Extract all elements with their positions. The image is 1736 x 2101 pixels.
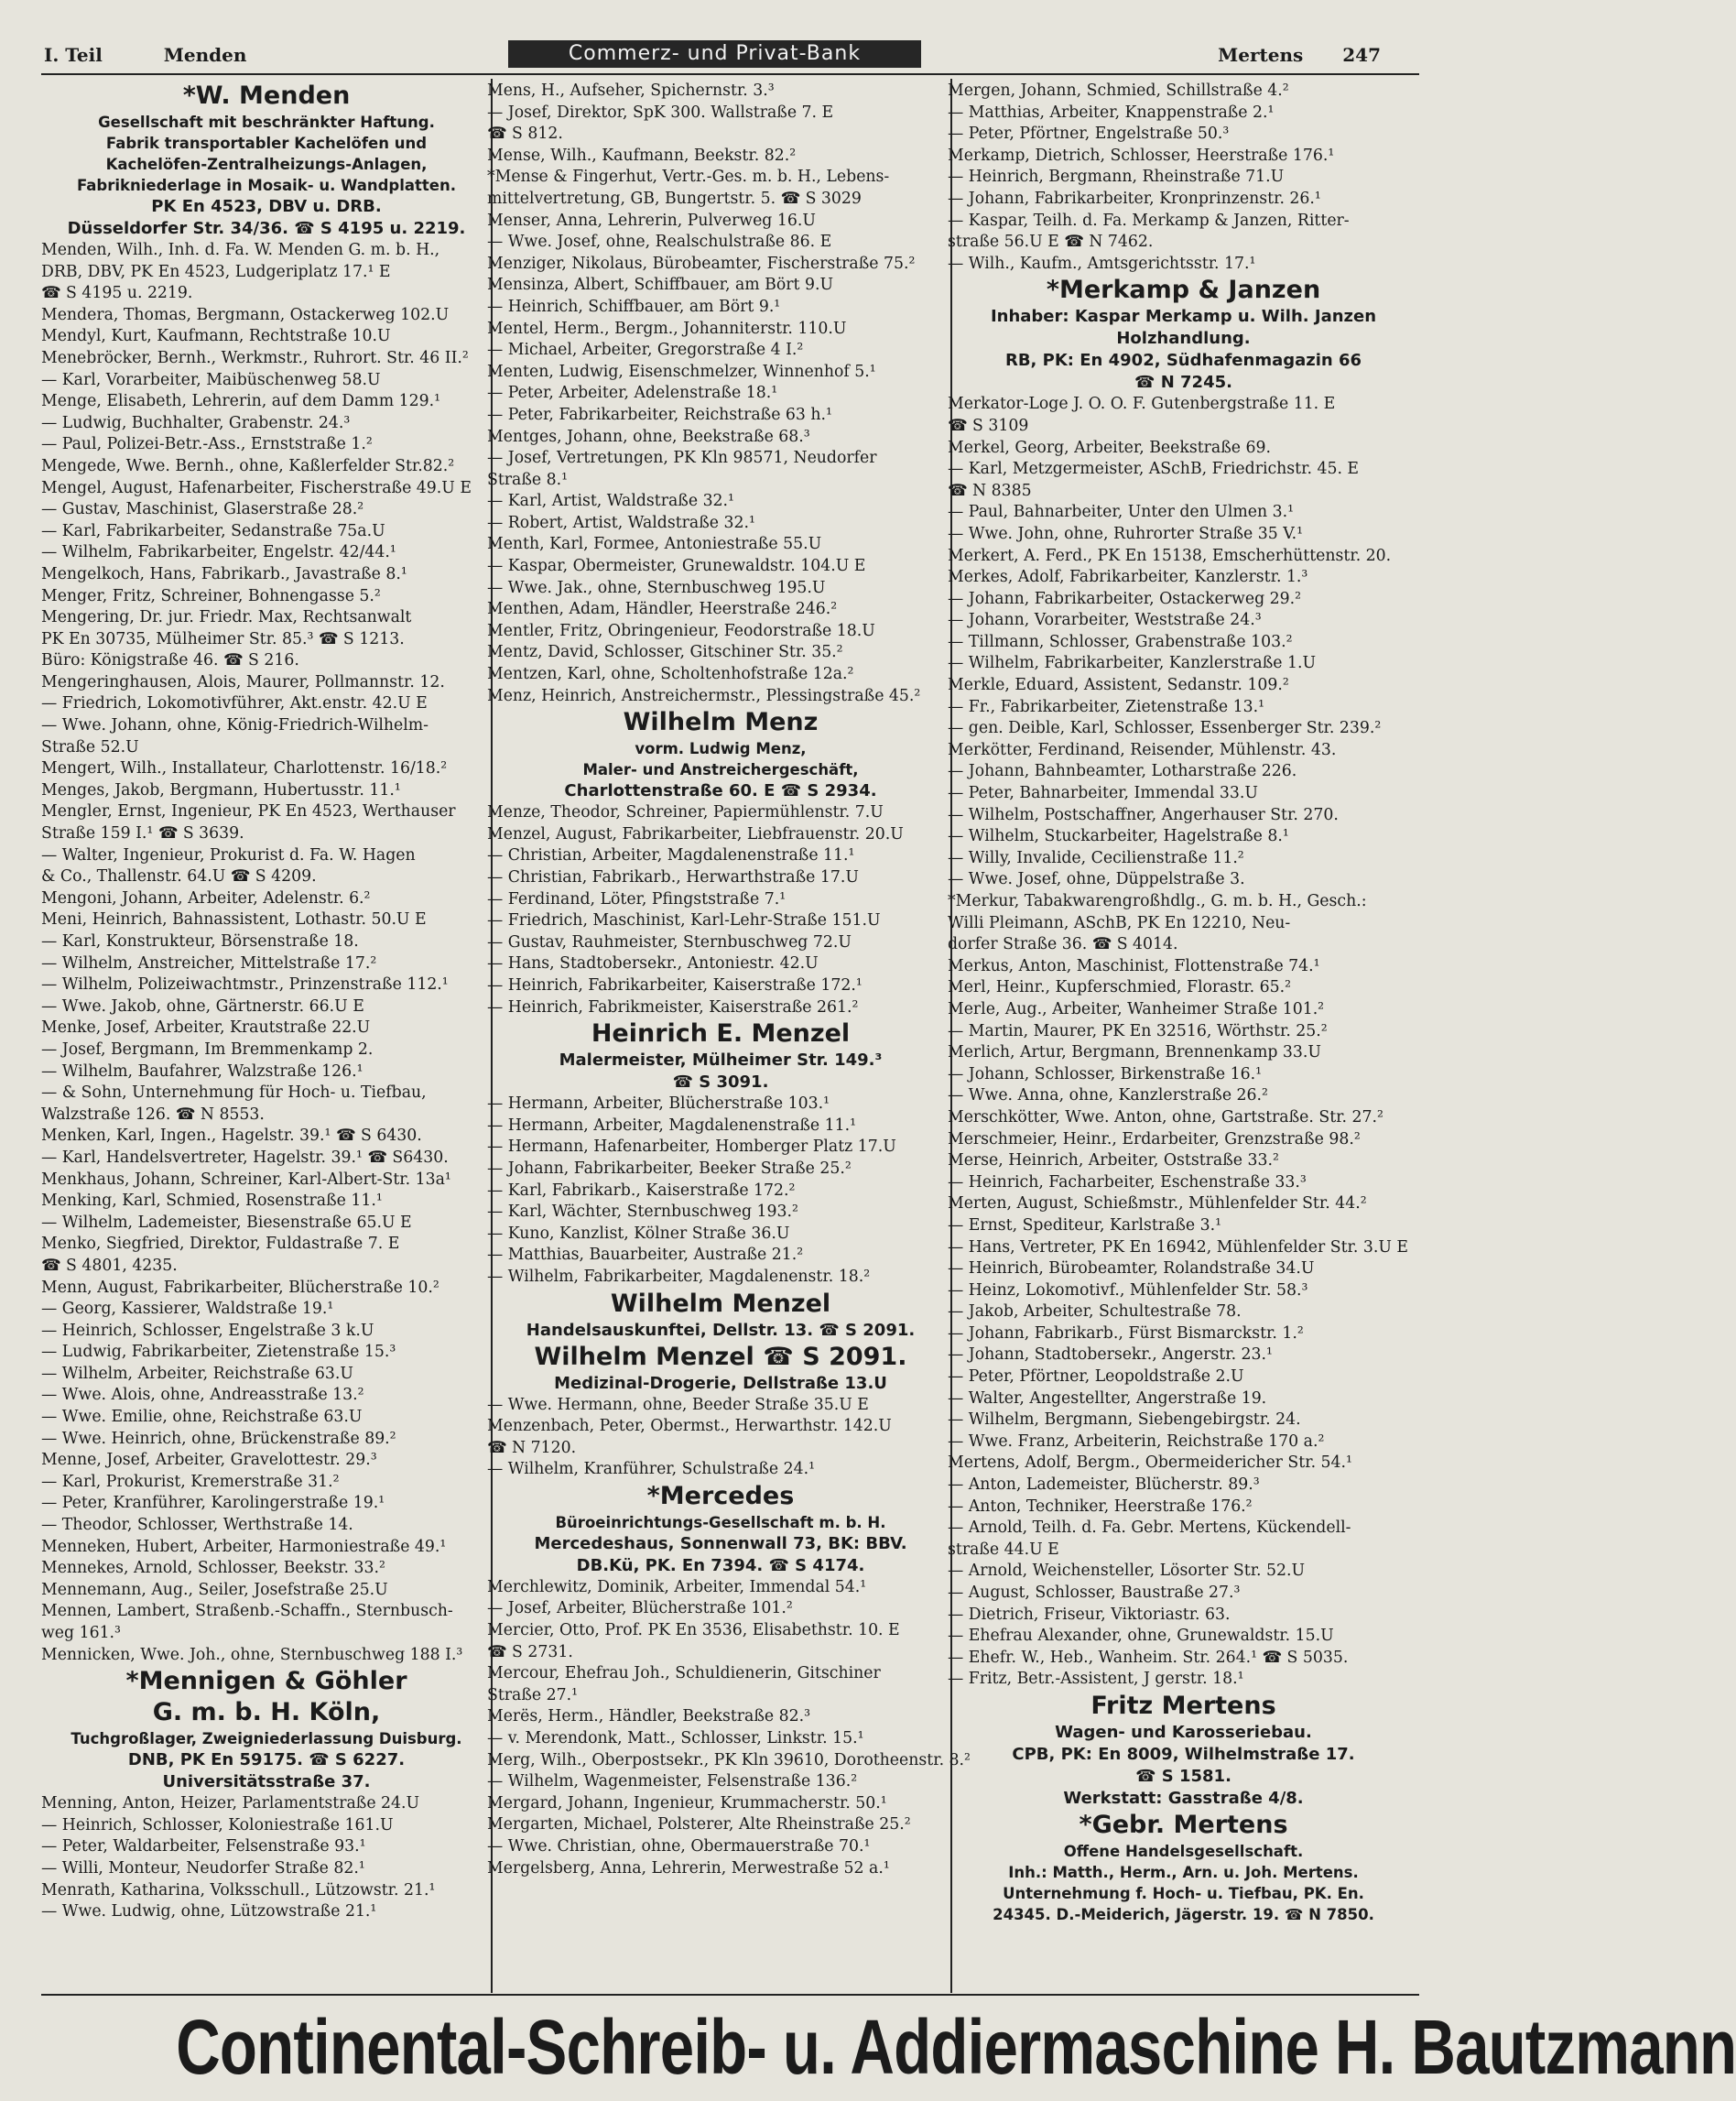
directory-entry: — Wwe. Franz, Arbeiterin, Reichstraße 170 a.² [948, 1432, 1325, 1451]
directory-entry: Merkus, Anton, Maschinist, Flottenstraße 74.¹ [948, 956, 1320, 975]
directory-entry: — Heinrich, Schlosser, Engelstraße 3 k.U [41, 1321, 374, 1340]
directory-entry: — Wilhelm, Bergmann, Siebengebirgstr. 24. [948, 1410, 1301, 1430]
directory-entry: Mentler, Fritz, Obringenieur, Feodorstraße 18.U [487, 621, 875, 640]
directory-entry: — Kuno, Kanzlist, Kölner Straße 36.U [487, 1224, 790, 1243]
directory-entry: — Wwe. Hermann, ohne, Beeder Straße 35.U E [487, 1395, 869, 1414]
directory-entry: *Mense & Fingerhut, Vertr.-Ges. m. b. H., Lebens- [487, 168, 890, 187]
advertisement-line: Wilhelm Menzel ☎ S 2091. [534, 1342, 907, 1371]
directory-entry: straße 56.U E ☎ N 7462. [948, 233, 1154, 252]
directory-entry: — Wwe. Jakob, ohne, Gärtnerstr. 66.U E [41, 996, 364, 1016]
advertisement-line: vorm. Ludwig Menz, [635, 740, 807, 758]
directory-entry: Merle, Aug., Arbeiter, Wanheimer Straße 101.² [948, 999, 1325, 1018]
directory-entry: — Christian, Fabrikarb., Herwarthstraße 17.U [487, 868, 859, 887]
directory-entry: Menneken, Hubert, Arbeiter, Harmoniestraße 49.¹ [41, 1537, 447, 1556]
directory-entry: Mercour, Ehefrau Joh., Schuldienerin, Gitschiner [487, 1664, 881, 1683]
advertisement-line: Tuchgroßlager, Zweigniederlassung Duisburg. [71, 1730, 462, 1748]
directory-entry: — Johann, Schlosser, Birkenstraße 16.¹ [948, 1064, 1263, 1083]
directory-entry: — Arnold, Teilh. d. Fa. Gebr. Mertens, Kückendell- [948, 1519, 1351, 1538]
directory-entry: — Karl, Artist, Waldstraße 32.¹ [487, 492, 734, 511]
directory-entry: Menn, August, Fabrikarbeiter, Blücherstraße 10.² [41, 1278, 439, 1297]
section-label: I. Teil [44, 44, 103, 66]
directory-entry: — Dietrich, Friseur, Viktoriastr. 63. [948, 1605, 1231, 1624]
directory-entry: — Karl, Wächter, Sternbuschweg 193.² [487, 1203, 798, 1222]
directory-entry: Mergelsberg, Anna, Lehrerin, Merwestraße 52 a.¹ [487, 1858, 890, 1878]
directory-entry: — Paul, Bahnarbeiter, Unter den Ulmen 3.¹ [948, 503, 1295, 522]
directory-entry: — Karl, Prokurist, Kremerstraße 31.² [41, 1472, 340, 1491]
directory-entry: — Johann, Fabrikarb., Fürst Bismarckstr. 1.² [948, 1323, 1304, 1343]
directory-entry: — Hermann, Arbeiter, Magdalenenstraße 11.¹ [487, 1116, 857, 1135]
advertisement-line: Universitätsstraße 37. [162, 1772, 371, 1792]
advertisement-line: DB.Kü, PK. En 7394. ☎ S 4174. [576, 1555, 865, 1575]
directory-entry: — Matthias, Arbeiter, Knappenstraße 2.¹ [948, 103, 1275, 122]
directory-entry: — Heinrich, Fabrikmeister, Kaiserstraße 261.² [487, 997, 859, 1017]
footer-rule [41, 1994, 1419, 1996]
directory-entry: — Wwe. Johann, ohne, König-Friedrich-Wilhelm- [41, 716, 429, 735]
directory-entry: — Josef, Vertretungen, PK Kln 98571, Neudorfer [487, 449, 877, 468]
directory-entry: Menz, Heinrich, Anstreichermstr., Plessingstraße 45.² [487, 686, 921, 705]
footer-advertisement: Continental-Schreib- u. Addiermaschine H. Bautzmann [176, 2004, 1736, 2090]
advertisement-line: *W. Menden [182, 82, 351, 110]
directory-entry: — Matthias, Bauarbeiter, Austraße 21.² [487, 1246, 804, 1265]
directory-entry: — Heinz, Lokomotivf., Mühlenfelder Str. 58.³ [948, 1280, 1308, 1300]
directory-entry: Menke, Josef, Arbeiter, Krautstraße 22.U [41, 1018, 371, 1038]
directory-entry: Mengelkoch, Hans, Fabrikarb., Javastraße 8.¹ [41, 564, 407, 583]
directory-entry: & Co., Thallenstr. 64.U ☎ S 4209. [41, 867, 317, 887]
directory-entry: — Friedrich, Maschinist, Karl-Lehr-Straße 151.U [487, 911, 881, 931]
right-keyword: Mertens [1218, 44, 1304, 66]
directory-entry: — Heinrich, Fabrikarbeiter, Kaiserstraße 172.¹ [487, 975, 863, 995]
advertisement-line: Medizinal-Drogerie, Dellstraße 13.U [554, 1373, 887, 1393]
directory-entry: Meni, Heinrich, Bahnassistent, Lothastr. 50.U E [41, 910, 427, 930]
advertisement-line: RB, PK: En 4902, Südhafenmagazin 66 [1004, 351, 1362, 371]
directory-entry: Merkle, Eduard, Assistent, Sedanstr. 109.² [948, 676, 1289, 695]
advertisement-line: Holzhandlung. [1116, 329, 1251, 349]
directory-entry: Straße 8.¹ [487, 470, 569, 489]
directory-entry: Menking, Karl, Schmied, Rosenstraße 11.¹ [41, 1192, 383, 1211]
directory-entry: Mengede, Wwe. Bernh., ohne, Kaßlerfelder Str.82.² [41, 456, 455, 475]
directory-entry: PK En 30735, Mülheimer Str. 85.³ ☎ S 1213. [41, 629, 405, 648]
directory-entry: — Hans, Stadtobersekr., Antoniestr. 42.U [487, 954, 819, 974]
directory-entry: — Wilhelm, Anstreicher, Mittelstraße 17.² [41, 953, 377, 973]
directory-entry: Merkötter, Ferdinand, Reisender, Mühlenstr. 43. [948, 740, 1337, 759]
directory-entry: Mergarten, Michael, Polsterer, Alte Rheinstraße 25.² [487, 1815, 911, 1834]
directory-entry: — Wwe. Josef, ohne, Realschulstraße 86. E [487, 233, 832, 252]
directory-entry: Menebröcker, Bernh., Werkmstr., Ruhrort. Str. 46 II.² [41, 348, 469, 367]
directory-entry: Menthen, Adam, Händler, Heerstraße 246.² [487, 600, 838, 619]
directory-entry: Straße 52.U [41, 737, 139, 757]
directory-entry: Straße 159 I.¹ ☎ S 3639. [41, 824, 244, 844]
directory-entry: — Wwe. Christian, ohne, Obermauerstraße 70.¹ [487, 1837, 871, 1856]
directory-entry: ☎ S 4801, 4235. [41, 1256, 178, 1275]
directory-entry: — Wilhelm, Fabrikarbeiter, Kanzlerstraße 1.U [948, 654, 1317, 673]
directory-entry: Merës, Herm., Händler, Beekstraße 82.³ [487, 1707, 811, 1726]
directory-entry: — Wilhelm, Postschaffner, Angerhauser Str. 270. [948, 805, 1339, 824]
directory-entry: — Wilh., Kaufm., Amtsgerichtsstr. 17.¹ [948, 254, 1256, 273]
directory-entry: — Hans, Vertreter, PK En 16942, Mühlenfelder Str. 3.U E [948, 1237, 1409, 1257]
directory-entry: — Wilhelm, Baufahrer, Walzstraße 126.¹ [41, 1061, 363, 1081]
directory-entry: — Paul, Polizei-Betr.-Ass., Ernststraße 1.² [41, 435, 373, 454]
column-2 [487, 81, 971, 1990]
advertisement-line: Fabrik transportabler Kachelöfen und [105, 135, 428, 152]
directory-entry: Merkes, Adolf, Fabrikarbeiter, Kanzlerstr. 1.³ [948, 568, 1308, 587]
directory-entry: — Heinrich, Bergmann, Rheinstraße 71.U [948, 168, 1285, 187]
directory-entry: ☎ S 812. [487, 125, 563, 144]
column-3 [948, 81, 1419, 1990]
advertisement-line: DNB, PK En 59175. ☎ S 6227. [127, 1750, 406, 1770]
advertisement-line: ☎ S 3091. [672, 1072, 769, 1093]
directory-entry: — Wwe. Ludwig, ohne, Lützowstraße 21.¹ [41, 1902, 377, 1921]
advertisement-line: Mercedeshaus, Sonnenwall 73, BK: BBV. [534, 1533, 907, 1553]
directory-entry: Merkator-Loge J. O. O. F. Gutenbergstraße 11. E [948, 395, 1336, 414]
advertisement-line: Düsseldorfer Str. 34/36. ☎ S 4195 u. 2219. [67, 219, 466, 238]
directory-entry: — & Sohn, Unternehmung für Hoch- u. Tiefbau, [41, 1083, 427, 1103]
column-1 [41, 81, 492, 1990]
directory-entry: Menger, Fritz, Schreiner, Bohnengasse 5.² [41, 586, 381, 605]
advertisement-line: Offene Handelsgesellschaft. [1063, 1842, 1304, 1860]
directory-entry: — Wilhelm, Fabrikarbeiter, Magdalenenstr. 18.² [487, 1267, 871, 1286]
directory-entry: Merse, Heinrich, Arbeiter, Oststraße 33.² [948, 1151, 1279, 1170]
directory-entry: — Heinrich, Bürobeamter, Rolandstraße 34.U [948, 1259, 1315, 1279]
directory-entry: Menzel, August, Fabrikarbeiter, Liebfrauenstr. 20.U [487, 824, 904, 844]
directory-entry: ☎ N 7120. [487, 1438, 577, 1457]
advertisement-line: Unternehmung f. Hoch- u. Tiefbau, PK. En. [1003, 1884, 1364, 1902]
directory-entry: Mendyl, Kurt, Kaufmann, Rechtstraße 10.U [41, 327, 391, 346]
directory-entry: — Peter, Pförtner, Leopoldstraße 2.U [948, 1367, 1244, 1387]
directory-entry: — Willi, Monteur, Neudorfer Straße 82.¹ [41, 1858, 365, 1878]
directory-entry: — Wwe. Alois, ohne, Andreasstraße 13.² [41, 1386, 364, 1405]
directory-entry: Menrath, Katharina, Volksschull., Lützowstr. 21.¹ [41, 1880, 436, 1900]
directory-entry: — Wwe. Josef, ohne, Düppelstraße 3. [948, 870, 1245, 889]
directory-entry: weg 161.³ [41, 1624, 121, 1642]
advertisement-line: G. m. b. H. Köln, [152, 1698, 381, 1727]
directory-entry: — Georg, Kassierer, Waldstraße 19.¹ [41, 1300, 334, 1319]
directory-entry: Mengert, Wilh., Installateur, Charlottenstr. 16/18.² [41, 759, 448, 778]
directory-entry: ☎ N 8385 [948, 481, 1032, 500]
advertisement-line: *Mennigen & Göhler [125, 1667, 407, 1696]
advertisement-line: Fritz Mertens [1090, 1691, 1276, 1720]
directory-entry: Büro: Königstraße 46. ☎ S 216. [41, 651, 299, 670]
directory-entry: — Theodor, Schlosser, Werthstraße 14. [41, 1516, 353, 1535]
directory-entry: Willi Pleimann, ASchB, PK En 12210, Neu- [948, 913, 1291, 932]
directory-entry: — Josef, Direktor, SpK 300. Wallstraße 7. E [487, 103, 834, 122]
directory-entry: — Heinrich, Schiffbauer, am Bört 9.¹ [487, 297, 781, 316]
directory-entry: — Peter, Kranführer, Karolingerstraße 19.¹ [41, 1494, 385, 1513]
directory-entry: — Kaspar, Obermeister, Grunewaldstr. 104.U E [487, 557, 866, 576]
header-right [1185, 44, 1381, 66]
advertisement-line: Fabrikniederlage in Mosaik- u. Wandplatten. [76, 177, 456, 194]
directory-entry: Menziger, Nikolaus, Bürobeamter, Fischerstraße 75.² [487, 254, 916, 273]
advertisement-line: *Merkamp & Janzen [1046, 276, 1321, 305]
directory-entry: — Ehefrau Alexander, ohne, Grunewaldstr. 15.U [948, 1627, 1334, 1646]
directory-entry: Mengel, August, Hafenarbeiter, Fischerstraße 49.U E [41, 478, 472, 497]
directory-entry: Merschkötter, Wwe. Anton, ohne, Gartstraße. Str. 27.² [948, 1107, 1383, 1127]
directory-entry: Menser, Anna, Lehrerin, Pulverweg 16.U [487, 211, 816, 230]
advertisement-line: Malermeister, Mülheimer Str. 149.³ [559, 1050, 883, 1071]
directory-entry: Mergen, Johann, Schmied, Schillstraße 4.² [948, 82, 1289, 100]
directory-entry: — Wilhelm, Arbeiter, Reichstraße 63.U [41, 1364, 353, 1383]
directory-entry: Merkert, A. Ferd., PK En 15138, Emscherhüttenstr. 20. [948, 546, 1392, 565]
directory-entry: Walzstraße 126. ☎ N 8553. [41, 1105, 265, 1124]
directory-entry: — Karl, Handelsvertreter, Hagelstr. 39.¹ ☎ S6430. [41, 1148, 449, 1167]
directory-entry: — Arnold, Weichensteller, Lösorter Str. 52.U [948, 1562, 1306, 1581]
directory-entry: — Peter, Waldarbeiter, Felsenstraße 93.¹ [41, 1837, 366, 1856]
directory-entry: — Karl, Fabrikarbeiter, Sedanstraße 75a.U [41, 521, 385, 540]
directory-entry: — Wilhelm, Kranführer, Schulstraße 24.¹ [487, 1460, 815, 1479]
directory-entry: Mennen, Lambert, Straßenb.-Schaffn., Sternbusch- [41, 1602, 453, 1621]
directory-entry: Menkhaus, Johann, Schreiner, Karl-Albert-Str. 13a¹ [41, 1170, 451, 1189]
directory-entry: Merlich, Artur, Bergmann, Brennenkamp 33.U [948, 1043, 1321, 1062]
directory-entry: DRB, DBV, PK En 4523, Ludgeriplatz 17.¹ E [41, 262, 391, 281]
directory-entry: Mennemann, Aug., Seiler, Josefstraße 25.U [41, 1580, 388, 1599]
directory-entry: Mendera, Thomas, Bergmann, Ostackerweg 102.U [41, 305, 450, 324]
directory-entry: Merkamp, Dietrich, Schlosser, Heerstraße 176.¹ [948, 146, 1335, 165]
directory-entry: Merg, Wilh., Oberpostsekr., PK Kln 39610, Dorotheenstr. 8.² [487, 1750, 971, 1769]
directory-entry: Mengeringhausen, Alois, Maurer, Pollmannstr. 12. [41, 672, 445, 691]
advertisement-line: ☎ N 7245. [1134, 373, 1232, 393]
directory-entry: — Heinrich, Schlosser, Koloniestraße 161.U [41, 1815, 394, 1834]
directory-entry: Menten, Ludwig, Eisenschmelzer, Winnenhof 5.¹ [487, 362, 876, 381]
directory-entry: — Tillmann, Schlosser, Grabenstraße 103.² [948, 632, 1293, 651]
directory-entry: — Hermann, Arbeiter, Blücherstraße 103.¹ [487, 1094, 830, 1114]
directory-entry: — Anton, Techniker, Heerstraße 176.² [948, 1497, 1253, 1516]
directory-entry: — Wilhelm, Stuckarbeiter, Hagelstraße 8.¹ [948, 827, 1289, 846]
directory-entry: — gen. Deible, Karl, Schlosser, Essenberger Str. 239.² [948, 719, 1382, 738]
directory-entry: — Walter, Ingenieur, Prokurist d. Fa. W. Hagen [41, 845, 416, 865]
directory-entry: — Wwe. Anna, ohne, Kanzlerstraße 26.² [948, 1086, 1268, 1105]
directory-entry: — Kaspar, Teilh. d. Fa. Merkamp & Janzen, Ritter- [948, 211, 1350, 230]
directory-entry: Mentzen, Karl, ohne, Scholtenhofstraße 12a.² [487, 665, 854, 684]
directory-entry: Mertens, Adolf, Bergm., Obermeidericher Str. 54.¹ [948, 1453, 1352, 1473]
advertisement-line: Heinrich E. Menzel [591, 1019, 851, 1049]
advertisement-line: Gesellschaft mit beschränkter Haftung. [98, 114, 435, 131]
directory-entry: Mengoni, Johann, Arbeiter, Adelenstr. 6.² [41, 888, 371, 908]
header-left [44, 44, 301, 66]
directory-entry: — Wwe. Emilie, ohne, Reichstraße 63.U [41, 1408, 363, 1427]
directory-entry: Mengler, Ernst, Ingenieur, PK En 4523, Werthauser [41, 802, 456, 822]
advertisement-line: Maler- und Anstreichergeschäft, [582, 761, 859, 779]
directory-entry: Menning, Anton, Heizer, Parlamentstraße 24.U [41, 1794, 420, 1813]
directory-entry: — Martin, Maurer, PK En 32516, Wörthstr. 25.² [948, 1021, 1328, 1040]
advertisement-line: Handelsauskunftei, Dellstr. 13. ☎ S 2091. [526, 1320, 916, 1340]
advertisement-line: ☎ S 1581. [1135, 1766, 1231, 1786]
directory-entry: — Walter, Angestellter, Angerstraße 19. [948, 1388, 1267, 1408]
directory-entry: Mergard, Johann, Ingenieur, Krummacherstr. 50.¹ [487, 1793, 887, 1813]
directory-entry: — Josef, Arbeiter, Blücherstraße 101.² [487, 1599, 793, 1618]
header-rule [41, 73, 1419, 75]
directory-entry: — Johann, Stadtobersekr., Angerstr. 23.¹ [948, 1345, 1273, 1365]
bank-banner: Commerz- und Privat-Bank [508, 40, 921, 68]
page-number: 247 [1342, 44, 1381, 66]
directory-entry: Menzenbach, Peter, Obermst., Herwarthstr. 142.U [487, 1417, 892, 1436]
directory-entry: — Johann, Fabrikarbeiter, Beeker Straße 25.² [487, 1159, 852, 1178]
directory-entry: — Karl, Vorarbeiter, Maibüschenweg 58.U [41, 370, 381, 389]
advertisement-line: Kachelöfen-Zentralheizungs-Anlagen, [105, 156, 428, 173]
directory-entry: Mennicken, Wwe. Joh., ohne, Sternbuschweg 188 I.³ [41, 1645, 463, 1664]
directory-entry: *Merkur, Tabakwarengroßhdlg., G. m. b. H., Gesch.: [948, 892, 1367, 910]
directory-entry: Merschmeier, Heinr., Erdarbeiter, Grenzstraße 98.² [948, 1129, 1361, 1148]
directory-entry: — Johann, Fabrikarbeiter, Ostackerweg 29.² [948, 589, 1302, 608]
directory-entry: ☎ S 2731. [487, 1642, 573, 1661]
directory-entry: — Anton, Lademeister, Blücherstr. 89.³ [948, 1475, 1260, 1495]
directory-entry: Merl, Heinr., Kupferschmied, Florastr. 65.² [948, 978, 1292, 997]
directory-entry: Mengering, Dr. jur. Friedr. Max, Rechtsanwalt [41, 608, 412, 627]
directory-entry: Menken, Karl, Ingen., Hagelstr. 39.¹ ☎ S 6430. [41, 1127, 422, 1146]
advertisement-line: Inh.: Matth., Herm., Arn. u. Joh. Mertens. [1008, 1863, 1359, 1881]
left-keyword: Menden [163, 44, 247, 66]
directory-entry: Straße 27.¹ [487, 1685, 579, 1704]
directory-entry: Menden, Wilh., Inh. d. Fa. W. Menden G. m. b. H., [41, 241, 440, 259]
directory-entry: straße 44.U E [948, 1540, 1059, 1559]
advertisement-line: Wilhelm Menz [623, 708, 819, 737]
directory-entry: — Wwe. Jak., ohne, Sternbuschweg 195.U [487, 578, 826, 597]
directory-entry: — Johann, Vorarbeiter, Weststraße 24.³ [948, 611, 1262, 630]
directory-entry: Menko, Siegfried, Direktor, Fuldastraße 7. E [41, 1235, 400, 1254]
directory-entry: — Wwe. Heinrich, ohne, Brückenstraße 89.² [41, 1429, 396, 1448]
directory-entry: — Ludwig, Buchhalter, Grabenstr. 24.³ [41, 413, 351, 432]
directory-entry: Menges, Jakob, Bergmann, Hubertusstr. 11.¹ [41, 780, 401, 800]
directory-entry: Merkel, Georg, Arbeiter, Beekstraße 69. [948, 438, 1271, 457]
directory-entry: Mentel, Herm., Bergm., Johanniterstr. 110.U [487, 319, 847, 338]
directory-entry: — Ehefr. W., Heb., Wanheim. Str. 264.¹ ☎ S 5035. [948, 1648, 1349, 1667]
directory-entry: — Karl, Fabrikarb., Kaiserstraße 172.² [487, 1181, 796, 1200]
directory-entry: Mercier, Otto, Prof. PK En 3536, Elisabethstr. 10. E [487, 1621, 900, 1640]
directory-entry: Menge, Elisabeth, Lehrerin, auf dem Damm 129.¹ [41, 392, 441, 411]
directory-entry: Menze, Theodor, Schreiner, Papiermühlenstr. 7.U [487, 803, 884, 822]
advertisement-line: Inhaber: Kaspar Merkamp u. Wilh. Janzen [990, 307, 1377, 327]
directory-entry: — Wilhelm, Fabrikarbeiter, Engelstr. 42/44.¹ [41, 543, 396, 562]
directory-entry: dorfer Straße 36. ☎ S 4014. [948, 935, 1178, 954]
directory-entry: — Johann, Fabrikarbeiter, Kronprinzenstr. 26.¹ [948, 189, 1321, 208]
directory-entry: mittelvertretung, GB, Bungertstr. 5. ☎ S 3029 [487, 189, 862, 208]
directory-entry: — Ferdinand, Löter, Pfingststraße 7.¹ [487, 889, 787, 909]
directory-entry: Mense, Wilh., Kaufmann, Beekstr. 82.² [487, 146, 797, 165]
advertisement-line: Werkstatt: Gasstraße 4/8. [1063, 1788, 1304, 1808]
directory-entry: — August, Schlosser, Baustraße 27.³ [948, 1584, 1241, 1602]
directory-entry: Merten, August, Schießmstr., Mühlenfelder Str. 44.² [948, 1194, 1367, 1214]
advertisement-line: Büroeinrichtungs-Gesellschaft m. b. H. [555, 1513, 886, 1531]
directory-entry: — Jakob, Arbeiter, Schultestraße 78. [948, 1302, 1242, 1322]
directory-entry: — Robert, Artist, Waldstraße 32.¹ [487, 513, 755, 532]
directory-entry: — Ernst, Spediteur, Karlstraße 3.¹ [948, 1215, 1222, 1235]
directory-entry: — Ludwig, Fabrikarbeiter, Zietenstraße 15.³ [41, 1343, 396, 1362]
directory-entry: — Wilhelm, Polizeiwachtmstr., Prinzenstraße 112.¹ [41, 975, 449, 995]
advertisement-line: PK En 4523, DBV u. DRB. [151, 197, 382, 216]
directory-entry: — Johann, Bahnbeamter, Lotharstraße 226. [948, 762, 1297, 781]
advertisement-line: Wilhelm Menzel [610, 1289, 831, 1318]
directory-entry: — Heinrich, Facharbeiter, Eschenstraße 33.³ [948, 1172, 1307, 1192]
directory-entry: — Christian, Arbeiter, Magdalenenstraße 11.¹ [487, 846, 855, 865]
directory-entry: ☎ S 3109 [948, 416, 1029, 435]
directory-entry: — Peter, Arbeiter, Adelenstraße 18.¹ [487, 384, 778, 403]
directory-entry: — v. Merendonk, Matt., Schlosser, Linkstr. 15.¹ [487, 1729, 864, 1748]
directory-entry: — Gustav, Maschinist, Glaserstraße 28.² [41, 500, 364, 519]
directory-entry: — Michael, Arbeiter, Gregorstraße 4 I.² [487, 341, 804, 360]
advertisement-line: *Mercedes [646, 1481, 795, 1510]
directory-entry: — Wilhelm, Wagenmeister, Felsenstraße 136.² [487, 1772, 858, 1791]
directory-entry: Menth, Karl, Formee, Antoniestraße 55.U [487, 535, 822, 554]
directory-entry: — Karl, Konstrukteur, Börsenstraße 18. [41, 932, 359, 951]
advertisement-line: *Gebr. Mertens [1079, 1810, 1288, 1839]
directory-entry: — Wwe. John, ohne, Ruhrorter Straße 35 V.¹ [948, 524, 1304, 543]
directory-entry: Mentges, Johann, ohne, Beekstraße 68.³ [487, 427, 810, 446]
directory-entry: Menne, Josef, Arbeiter, Gravelottestr. 29.³ [41, 1451, 377, 1470]
directory-entry: — Gustav, Rauhmeister, Sternbuschweg 72.U [487, 932, 852, 952]
directory-entry: — Willy, Invalide, Cecilienstraße 11.² [948, 848, 1244, 867]
directory-entry: Mennekes, Arnold, Schlosser, Beekstr. 33.² [41, 1559, 385, 1578]
directory-entry: — Fr., Fabrikarbeiter, Zietenstraße 13.¹ [948, 697, 1265, 716]
directory-entry: — Peter, Fabrikarbeiter, Reichstraße 63 h.¹ [487, 405, 832, 424]
directory-entry: — Fritz, Betr.-Assistent, J gerstr. 18.¹ [948, 1670, 1244, 1689]
advertisement-line: Wagen- und Karosseriebau. [1055, 1722, 1312, 1742]
directory-entry: — Hermann, Hafenarbeiter, Homberger Platz 17.U [487, 1138, 896, 1157]
directory-entry: ☎ S 4195 u. 2219. [41, 284, 193, 303]
directory-entry: Merchlewitz, Dominik, Arbeiter, Immendal 54.¹ [487, 1577, 867, 1596]
directory-entry: Mensinza, Albert, Schiffbauer, am Bört 9.U [487, 276, 834, 295]
directory-entry: — Peter, Pförtner, Engelstraße 50.³ [948, 125, 1230, 144]
advertisement-line: Charlottenstraße 60. E ☎ S 2934. [564, 781, 877, 801]
directory-entry: — Peter, Bahnarbeiter, Immendal 33.U [948, 784, 1258, 803]
advertisement-line: CPB, PK: En 8009, Wilhelmstraße 17. [1012, 1744, 1355, 1764]
directory-entry: — Friedrich, Lokomotivführer, Akt.enstr. 42.U E [41, 694, 428, 713]
directory-entry: Mentz, David, Schlosser, Gitschiner Str. 35.² [487, 643, 843, 662]
directory-entry: — Josef, Bergmann, Im Bremmenkamp 2. [41, 1040, 374, 1059]
directory-entry: — Karl, Metzgermeister, ASchB, Friedrichstr. 45. E [948, 460, 1360, 479]
directory-entry: Mens, H., Aufseher, Spichernstr. 3.³ [487, 82, 775, 100]
advertisement-line: 24345. D.-Meiderich, Jägerstr. 19. ☎ N 7850. [993, 1905, 1374, 1923]
directory-entry: — Wilhelm, Lademeister, Biesenstraße 65.U E [41, 1213, 412, 1232]
